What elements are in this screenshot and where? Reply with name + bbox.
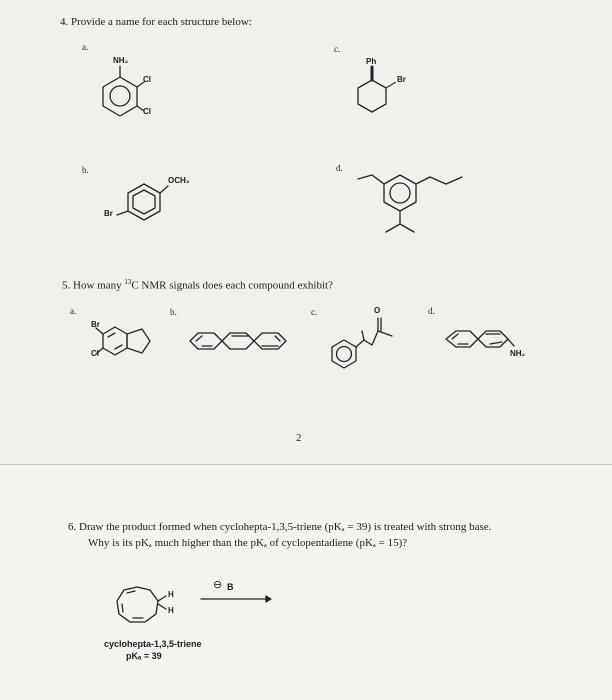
- page-number: 2: [296, 432, 302, 444]
- q4-a-nh2: NH₂: [113, 56, 129, 65]
- q4-b-och3: OCH₃: [168, 176, 190, 185]
- question-6-line2: Why is its pKₐ much higher than the pKₐ of cyclopentadiene (pKₐ = 15)?: [88, 537, 408, 549]
- q5-b-label: b.: [170, 307, 177, 317]
- q4-b-br: Br: [104, 209, 113, 218]
- q6-h-top: H: [168, 590, 174, 599]
- q4-a-structure: [103, 66, 144, 116]
- q6-reaction-arrow: [201, 596, 271, 602]
- q4-c-br: Br: [397, 75, 406, 84]
- q4-a-label: a.: [82, 42, 89, 52]
- q5-d-nh2: NH₂: [510, 349, 526, 358]
- question-6-line1: 6. Draw the product formed when cyclohepta-1,3,5-triene (pKₐ = 39) is treated with strong base.: [68, 521, 492, 533]
- q4-a-cl2: Cl: [143, 107, 151, 116]
- q4-c-label: c.: [334, 44, 341, 54]
- q5-d-structure: [446, 331, 514, 347]
- q5-a-br: Br: [91, 320, 100, 329]
- worksheet-page-bottom: [0, 466, 612, 700]
- q5-a-structure: [96, 327, 150, 355]
- q4-d-label: d.: [336, 163, 343, 173]
- q5-d-label: d.: [428, 306, 435, 316]
- q5-heading-pre: 5. How many: [62, 279, 125, 292]
- q4-b-structure: [117, 184, 168, 220]
- q6-h-bottom: H: [168, 606, 174, 615]
- q5-c-label: c.: [311, 307, 318, 317]
- q5-heading-post: C NMR signals does each compound exhibit?: [131, 279, 333, 292]
- q4-c-ph: Ph: [366, 57, 377, 66]
- q6-caption-pka: pKₐ = 39: [126, 651, 162, 661]
- q5-heading-sup: 13: [124, 278, 132, 286]
- q5-c-structure: [332, 318, 392, 368]
- q4-c-structure: [358, 67, 396, 112]
- q6-base-charge: ⊖: [213, 579, 223, 591]
- q4-d-structure: [358, 175, 462, 232]
- q6-base-label: B: [227, 582, 234, 592]
- question-4-heading: 4. Provide a name for each structure below:: [60, 16, 252, 28]
- q4-b-label: b.: [82, 165, 89, 175]
- q5-a-label: a.: [70, 306, 77, 316]
- q4-a-cl1: Cl: [143, 75, 151, 84]
- q6-caption-name: cyclohepta-1,3,5-triene: [104, 639, 202, 649]
- page2-structures: [0, 466, 612, 700]
- q5-c-oxygen: O: [374, 306, 381, 315]
- q5-a-cl: Cl: [91, 349, 99, 358]
- q6-cycloheptatriene-structure: [117, 587, 166, 622]
- q5-b-structure: [190, 333, 286, 349]
